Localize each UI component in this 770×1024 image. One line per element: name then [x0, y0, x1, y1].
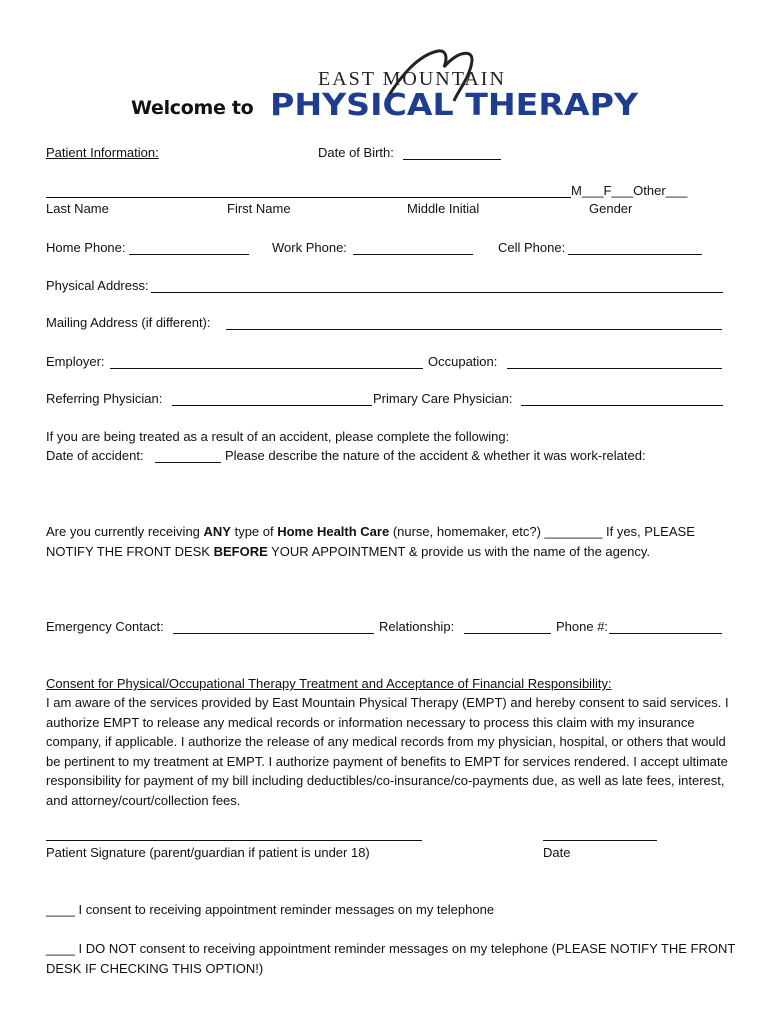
emergency-phone-field[interactable] — [609, 633, 722, 634]
occupation-label: Occupation: — [428, 354, 498, 369]
mailing-address-field[interactable] — [226, 329, 722, 330]
middle-initial-label: Middle Initial — [407, 201, 480, 216]
signature-date-label: Date — [543, 845, 571, 860]
welcome-heading: Welcome to — [131, 97, 254, 119]
accident-date-field[interactable] — [155, 462, 221, 463]
last-name-label: Last Name — [46, 201, 109, 216]
relationship-label: Relationship: — [379, 619, 455, 634]
east-mountain-logo — [268, 47, 640, 121]
primary-care-label: Primary Care Physician: — [373, 391, 513, 406]
patient-signature-field[interactable] — [46, 840, 422, 841]
dob-field[interactable] — [403, 159, 501, 160]
signature-date-field[interactable] — [543, 840, 657, 841]
referring-physician-field[interactable] — [172, 405, 372, 406]
emergency-phone-label: Phone #: — [556, 619, 609, 634]
physical-address-label: Physical Address: — [46, 278, 149, 293]
emergency-contact-field[interactable] — [173, 633, 374, 634]
patient-signature-label: Patient Signature (parent/guardian if patient is under 18) — [46, 845, 370, 860]
occupation-field[interactable] — [507, 368, 722, 369]
work-phone-label: Work Phone: — [272, 240, 347, 255]
employer-label: Employer: — [46, 354, 105, 369]
gender-options[interactable]: M___F___Other___ — [571, 183, 688, 198]
reminder-consent-option[interactable]: ____ I consent to receiving appointment reminder messages on my telephone — [46, 902, 495, 917]
name-field[interactable] — [46, 197, 571, 198]
home-phone-label: Home Phone: — [46, 240, 126, 255]
cell-phone-label: Cell Phone: — [498, 240, 566, 255]
reminder-no-consent-option[interactable]: ____ I DO NOT consent to receiving appointment reminder messages on my telephone (PLEASE NOTIFY THE FRONT DESK IF CHECKING THIS OPTION!) — [46, 941, 736, 976]
primary-care-field[interactable] — [521, 405, 723, 406]
physical-address-field[interactable] — [151, 292, 723, 293]
accident-describe-label: Please describe the nature of the accident & whether it was work-related: — [225, 448, 646, 463]
dob-label: Date of Birth: — [318, 145, 394, 160]
home-health-question: Are you currently receiving ANY type of Home Health Care (nurse, homemaker, etc?) ________ If yes, PLEASE NOTIFY THE FRONT DESK BEFORE YOUR APPOINTMENT & provide us with the name of the agency. — [46, 524, 695, 559]
gender-label: Gender — [589, 201, 633, 216]
relationship-field[interactable] — [464, 633, 551, 634]
referring-physician-label: Referring Physician: — [46, 391, 163, 406]
logo-line1: EAST MOUNTAIN — [318, 68, 506, 90]
patient-section-title: Patient Information: — [46, 145, 159, 160]
mailing-address-label: Mailing Address (if different): — [46, 315, 211, 330]
employer-field[interactable] — [110, 368, 423, 369]
logo-line2: PHYSICAL THERAPY — [270, 88, 640, 121]
home-phone-field[interactable] — [129, 254, 249, 255]
accident-intro: If you are being treated as a result of an accident, please complete the following: — [46, 429, 510, 444]
accident-date-label: Date of accident: — [46, 448, 144, 463]
first-name-label: First Name — [227, 201, 291, 216]
emergency-contact-label: Emergency Contact: — [46, 619, 164, 634]
work-phone-field[interactable] — [353, 254, 473, 255]
cell-phone-field[interactable] — [568, 254, 702, 255]
consent-body: I am aware of the services provided by East Mountain Physical Therapy (EMPT) and hereby consent to said services. I authorize EMPT to release any medical records or information necessary to process this claim with my insurance company, if applicable. I authorize the release of any medical records from my physician, hospital, or others that would be pertinent to my treatment at EMPT. I authorize payment of benefits to EMPT for services rendered. I accept ultimate responsibility for payment of my bill including deductibles/co-insurance/co-payments due, as well as late fees, interest, and attorney/court/collection fees. — [46, 695, 729, 808]
consent-title: Consent for Physical/Occupational Therapy Treatment and Acceptance of Financial Responsibility: — [46, 676, 612, 691]
